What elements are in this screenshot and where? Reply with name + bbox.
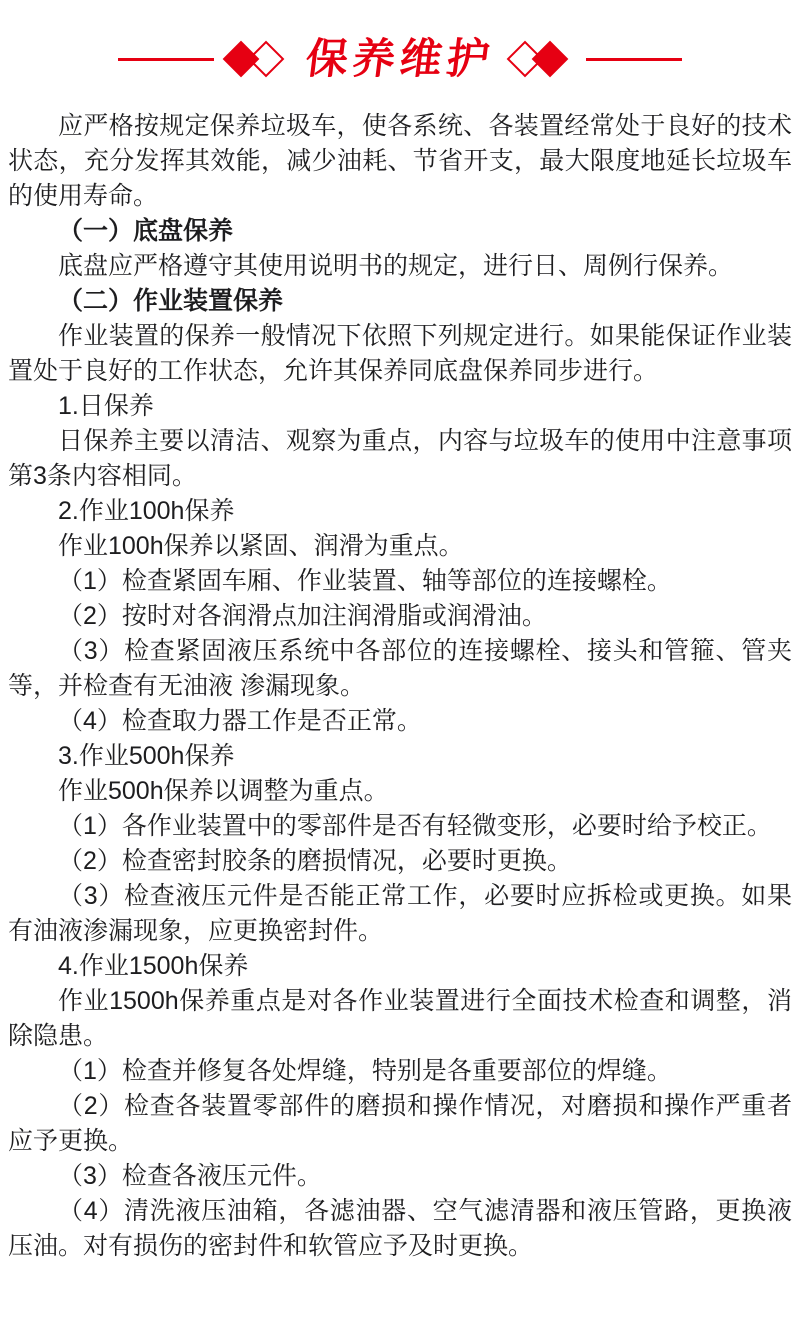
paragraph: （4）清洗液压油箱，各滤油器、空气滤清器和液压管路，更换液压油。对有损伤的密封件和软管应予及时更换。 — [8, 1197, 792, 1260]
page-title: 保养维护 — [303, 35, 497, 82]
paragraph: （3）检查紧固液压系统中各部位的连接螺栓、接头和管箍、管夹等，并检查有无油液 渗漏现象。 — [8, 637, 792, 700]
paragraph: 作业100h保养以紧固、润滑为重点。 — [58, 532, 464, 560]
right-rule-line — [586, 58, 682, 61]
right-diamond-ornament-icon — [510, 35, 574, 83]
paragraph: 作业装置的保养一般情况下依照下列规定进行。如果能保证作业装置处于良好的工作状态，允许其保养同底盘保养同步进行。 — [8, 322, 792, 385]
paragraph: （2）检查密封胶条的磨损情况，必要时更换。 — [58, 847, 572, 875]
left-rule-line — [118, 58, 214, 61]
paragraph: 作业500h保养以调整为重点。 — [58, 777, 389, 805]
paragraph: 3.作业500h保养 — [58, 742, 235, 770]
paragraph: （2）按时对各润滑点加注润滑脂或润滑油。 — [58, 602, 547, 630]
filled-diamond-icon — [223, 41, 260, 78]
paragraph: 2.作业100h保养 — [58, 497, 235, 525]
section-subheading: （二）作业装置保养 — [58, 287, 284, 315]
paragraph: 1.日保养 — [58, 392, 154, 420]
paragraph: （4）检查取力器工作是否正常。 — [58, 707, 422, 735]
paragraph: 应严格按规定保养垃圾车，使各系统、各装置经常处于良好的技术状态，充分发挥其效能，减少油耗、节省开支，最大限度地延长垃圾车的使用寿命。 — [8, 112, 792, 210]
document-page — [0, 26, 800, 1326]
paragraph: （3）检查各液压元件。 — [58, 1162, 322, 1190]
paragraph: （1）检查并修复各处焊缝，特别是各重要部位的焊缝。 — [58, 1057, 672, 1085]
paragraph: 4.作业1500h保养 — [58, 952, 249, 980]
paragraph: 日保养主要以清洁、观察为重点，内容与垃圾车的使用中注意事项第3条内容相同。 — [8, 427, 792, 490]
section-subheading: （一）底盘保养 — [58, 217, 234, 245]
paragraph: （3）检查液压元件是否能正常工作，必要时应拆检或更换。如果有油液渗漏现象，应更换密封件。 — [8, 882, 792, 945]
left-diamond-ornament-icon — [226, 35, 290, 83]
paragraph: （2）检查各装置零部件的磨损和操作情况，对磨损和操作严重者应予更换。 — [8, 1092, 792, 1155]
filled-diamond-icon — [532, 41, 569, 78]
paragraph: 底盘应严格遵守其使用说明书的规定，进行日、周例行保养。 — [58, 252, 734, 280]
paragraph: 作业1500h保养重点是对各作业装置进行全面技术检查和调整，消除隐患。 — [8, 987, 792, 1050]
document-body — [0, 109, 800, 1264]
paragraph: （1）检查紧固车厢、作业装置、轴等部位的连接螺栓。 — [58, 567, 672, 595]
paragraph: （1）各作业装置中的零部件是否有轻微变形，必要时给予校正。 — [58, 812, 772, 840]
section-header — [0, 26, 800, 92]
